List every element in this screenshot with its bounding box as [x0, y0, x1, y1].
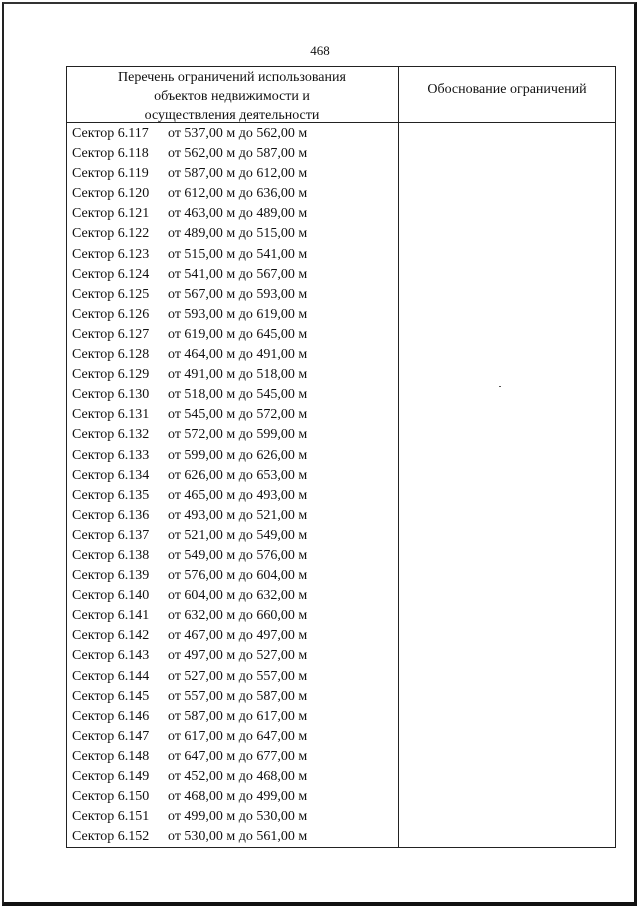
table-row	[72, 265, 390, 285]
header-line: осуществления деятельности	[144, 108, 320, 123]
table-row	[72, 405, 390, 425]
sector-label: Сектор 6.123	[72, 246, 150, 262]
sector-label: Сектор 6.148	[72, 748, 150, 764]
table-row	[72, 586, 390, 606]
table-row	[72, 606, 390, 626]
distance-range: от 619,00 м до 645,00 м	[168, 326, 308, 342]
sector-label: Сектор 6.127	[72, 326, 150, 342]
table-row	[72, 224, 390, 244]
column-header-justification: Обоснование ограничений	[427, 82, 587, 97]
distance-range: от 626,00 м до 653,00 м	[168, 467, 308, 483]
table-row	[72, 566, 390, 586]
sector-label: Сектор 6.141	[72, 608, 150, 624]
table-row	[72, 787, 390, 807]
distance-range: от 612,00 м до 636,00 м	[168, 186, 308, 202]
sector-label: Сектор 6.132	[72, 427, 150, 443]
sector-label: Сектор 6.134	[72, 467, 150, 483]
distance-range: от 562,00 м до 587,00 м	[168, 146, 308, 162]
distance-range: от 497,00 м до 527,00 м	[168, 648, 308, 664]
sector-label: Сектор 6.119	[72, 166, 149, 182]
distance-range: от 527,00 м до 557,00 м	[168, 668, 308, 684]
table-row	[72, 747, 390, 767]
sector-label: Сектор 6.125	[72, 286, 150, 302]
distance-range: от 557,00 м до 587,00 м	[168, 688, 308, 704]
table-row	[72, 385, 390, 405]
sector-label: Сектор 6.140	[72, 588, 150, 604]
table-row	[72, 626, 390, 646]
sector-label: Сектор 6.137	[72, 527, 150, 543]
scan-speck	[499, 386, 501, 387]
sector-label: Сектор 6.138	[72, 547, 150, 563]
table-row	[72, 124, 390, 144]
distance-range: от 537,00 м до 562,00 м	[168, 126, 308, 141]
table-row	[72, 164, 390, 184]
sector-label: Сектор 6.147	[72, 728, 150, 744]
distance-range: от 587,00 м до 617,00 м	[168, 708, 308, 724]
sector-label: Сектор 6.139	[72, 568, 150, 584]
header-line: Перечень ограничений использования	[118, 70, 346, 85]
distance-range: от 463,00 м до 489,00 м	[168, 206, 308, 222]
distance-range: от 518,00 м до 545,00 м	[168, 387, 308, 403]
table-row	[72, 546, 390, 566]
table-row	[72, 486, 390, 506]
sector-label: Сектор 6.121	[72, 206, 150, 222]
table-row	[72, 646, 390, 666]
sector-label: Сектор 6.136	[72, 507, 150, 523]
sector-label: Сектор 6.124	[72, 266, 150, 282]
sector-label: Сектор 6.126	[72, 306, 150, 322]
page-number: 468	[310, 43, 330, 58]
distance-range: от 587,00 м до 612,00 м	[168, 166, 308, 182]
table-row	[72, 245, 390, 265]
sector-label: Сектор 6.133	[72, 447, 150, 463]
distance-range: от 464,00 м до 491,00 м	[168, 347, 308, 363]
table-row	[72, 727, 390, 747]
distance-range: от 491,00 м до 518,00 м	[168, 367, 308, 383]
sector-label: Сектор 6.122	[72, 226, 150, 242]
table-row	[72, 144, 390, 164]
distance-range: от 567,00 м до 593,00 м	[168, 286, 308, 302]
sector-label: Сектор 6.149	[72, 769, 150, 784]
sector-label: Сектор 6.130	[72, 387, 150, 403]
distance-range: от 545,00 м до 572,00 м	[168, 407, 308, 423]
justification-column	[398, 66, 616, 848]
distance-range: от 576,00 м до 604,00 м	[168, 568, 308, 584]
table-row	[72, 687, 390, 707]
sector-label: Сектор 6.152	[72, 829, 150, 845]
table-row	[72, 767, 390, 787]
sector-label: Сектор 6.144	[72, 668, 150, 684]
sector-label: Сектор 6.151	[72, 809, 150, 825]
column-header-restrictions	[70, 66, 394, 125]
distance-range: от 467,00 м до 497,00 м	[168, 628, 308, 644]
sector-label: Сектор 6.143	[72, 648, 150, 664]
distance-range: от 572,00 м до 599,00 м	[168, 427, 308, 443]
sector-label: Сектор 6.129	[72, 367, 150, 383]
header-line: объектов недвижимости и	[154, 89, 310, 104]
distance-range: от 599,00 м до 626,00 м	[168, 447, 308, 463]
distance-range: от 468,00 м до 499,00 м	[168, 789, 308, 805]
distance-range: от 530,00 м до 561,00 м	[168, 829, 308, 845]
sector-label: Сектор 6.146	[72, 708, 150, 724]
table-row	[72, 365, 390, 385]
distance-range: от 515,00 м до 541,00 м	[168, 246, 308, 262]
distance-range: от 604,00 м до 632,00 м	[168, 588, 308, 604]
distance-range: от 549,00 м до 576,00 м	[168, 547, 308, 563]
sector-label: Сектор 6.117	[72, 126, 149, 141]
distance-range: от 465,00 м до 493,00 м	[168, 487, 308, 503]
table-row	[72, 506, 390, 526]
table-row	[72, 184, 390, 204]
table-row	[72, 526, 390, 546]
distance-range: от 499,00 м до 530,00 м	[168, 809, 308, 825]
table-row	[72, 707, 390, 727]
sector-label: Сектор 6.118	[72, 146, 149, 162]
distance-range: от 647,00 м до 677,00 м	[168, 748, 308, 764]
distance-range: от 617,00 м до 647,00 м	[168, 728, 308, 744]
table-row	[72, 667, 390, 687]
table-row	[72, 325, 390, 345]
sector-label: Сектор 6.128	[72, 347, 150, 363]
distance-range: от 489,00 м до 515,00 м	[168, 226, 308, 242]
table-row	[72, 285, 390, 305]
table-row	[72, 204, 390, 224]
distance-range: от 452,00 м до 468,00 м	[168, 769, 308, 784]
sector-label: Сектор 6.142	[72, 628, 150, 644]
distance-range: от 521,00 м до 549,00 м	[168, 527, 308, 543]
table-row	[72, 807, 390, 827]
sector-label: Сектор 6.135	[72, 487, 150, 503]
table-row	[72, 466, 390, 486]
table-row	[72, 827, 390, 847]
table-row	[72, 305, 390, 325]
sector-label: Сектор 6.150	[72, 789, 150, 805]
table-row	[72, 446, 390, 466]
table-row	[72, 345, 390, 365]
table-body	[72, 124, 390, 847]
table-row	[72, 425, 390, 445]
sector-label: Сектор 6.120	[72, 186, 150, 202]
distance-range: от 593,00 м до 619,00 м	[168, 306, 308, 322]
sector-label: Сектор 6.145	[72, 688, 150, 704]
distance-range: от 632,00 м до 660,00 м	[168, 608, 308, 624]
distance-range: от 541,00 м до 567,00 м	[168, 266, 308, 282]
distance-range: от 493,00 м до 521,00 м	[168, 507, 308, 523]
sector-label: Сектор 6.131	[72, 407, 150, 423]
